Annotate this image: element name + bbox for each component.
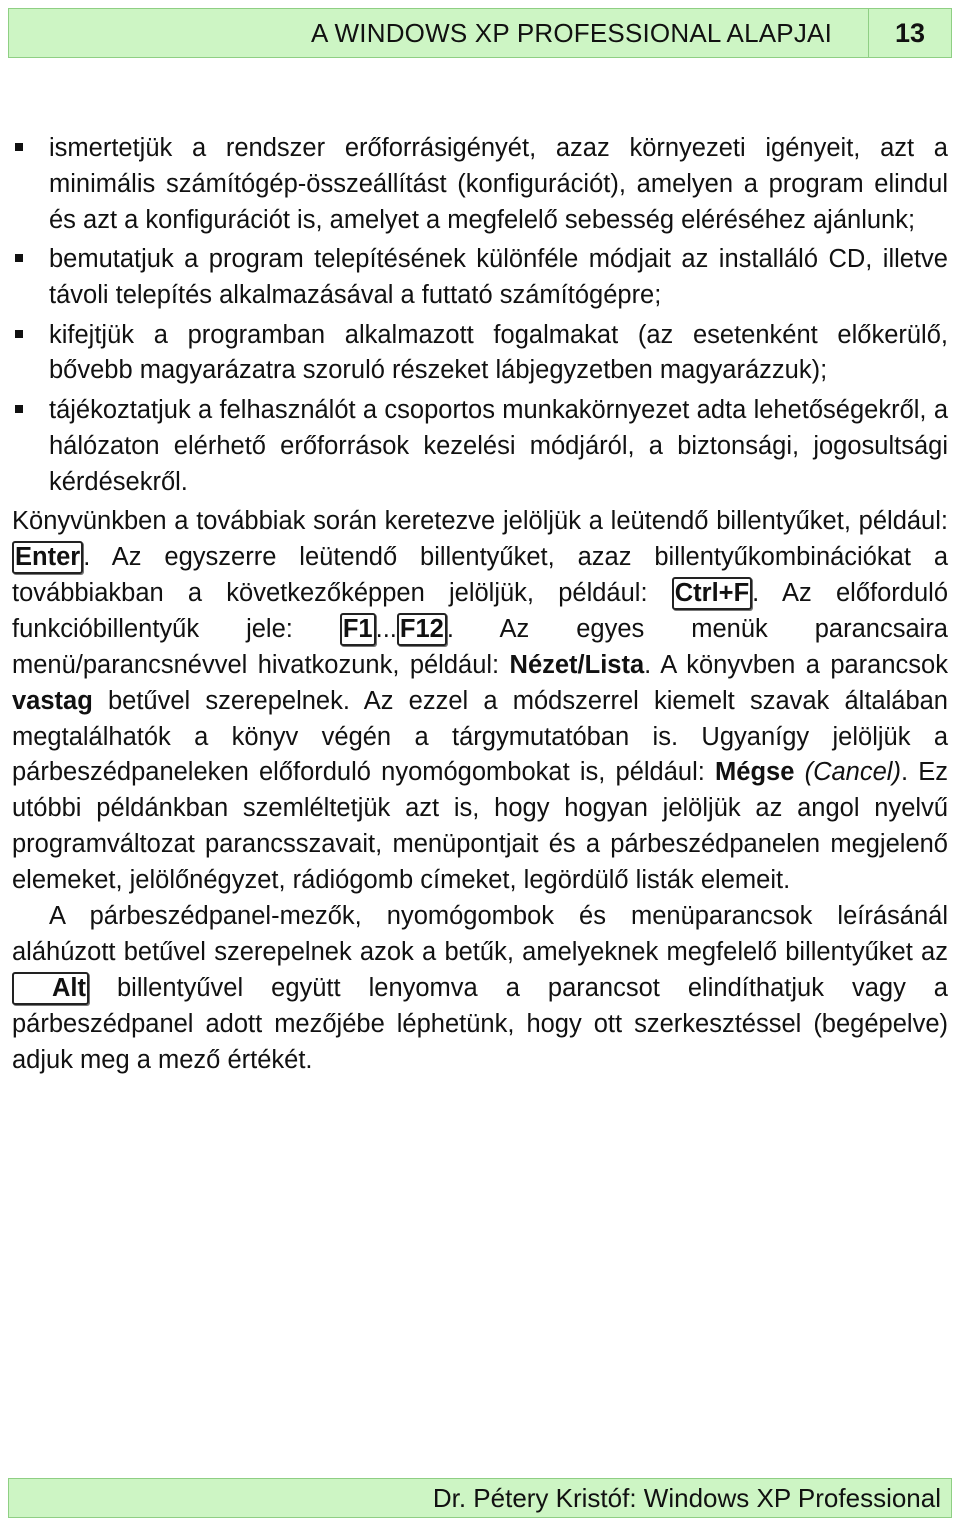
text-run: . Az előforduló funkcióbillentyűk jele: [12,578,949,643]
footer-author-title: Dr. Pétery Kristóf: Windows XP Professional [432,1482,941,1513]
key-enter: Enter [12,541,83,574]
bold-word: vastag [12,686,93,715]
italic-example: (Cancel) [804,758,901,787]
paragraph-key-notation [12,504,948,899]
square-bullet-icon [15,143,23,151]
list-item [12,131,948,239]
page-footer [8,1478,952,1518]
text-run: Könyvünkben a továbbiak során keretezve jelöljük a leütendő billentyűket, például: [12,507,948,536]
button-example: Mégse [715,758,795,787]
page-number: 13 [894,17,926,48]
key-f1: F1 [340,613,376,646]
list-item-text: kifejtjük a programban alkalmazott fogalmakat (az esetenként előkerülő, bővebb magyarázatra szoruló részeket lábjegyzetben magyarázzuk); [49,320,948,385]
list-item-text: ismertetjük a rendszer erőforrásigényét, azaz környezeti igényeit, azt a minimális számítógép-összeállítást (konfigurációt), amelyen a program elindul és azt a konfigurációt is, amelyet a megfelelő sebesség eléréséhez ajánlunk; [49,134,948,234]
list-item-text: bemutatjuk a program telepítésének különféle módjait az installáló CD, illetve távoli telepítés alkalmazásával a futtató számítógépre; [49,245,948,310]
text-run: . Az egyszerre leütendő billentyűket, azaz billentyűkombinációkat a továbbiakban a következőképpen jelöljük, például: [12,542,948,607]
key-alt: Alt [12,972,89,1005]
text-run: ... [375,614,397,643]
square-bullet-icon [15,330,23,338]
body-text [12,131,948,1079]
text-run [794,758,804,786]
text-run: . A könyvben a parancsok [644,650,948,679]
text-run: betűvel szerepelnek. Az ezzel a módszerrel kiemelt szavak általában megtalálhatók a könyv végén a tárgymutatóban is. Ugyanígy jelöljük a párbeszédpaneleken előforduló nyomógombokat is, például: [12,686,948,787]
text-run: . Ez utóbbi példánkban szemléltetjük azt is, hogy hogyan jelöljük az angol nyelvű programváltozat parancsszavait, menüpontjait és a párbeszédpanelen megjelenő elemeket, jelölőnégyzet, rádiógomb címeket, legördülő listák elemeit. [12,758,948,895]
list-item [12,318,948,390]
chapter-title: A WINDOWS XP PROFESSIONAL ALAPJAI [311,17,832,48]
list-item [12,242,948,314]
page-header [8,8,952,58]
list-item-text: tájékoztatjuk a felhasználót a csoportos munkakörnyezet adta lehetőségekről, a hálózaton elérhető erőforrások kezelési módjáról, a biztonsági, jogosultsági kérdésekről. [49,395,948,496]
menu-example: Nézet/Lista [509,650,645,679]
text-run: A párbeszédpanel-mezők, nyomógombok és menüparancsok leírásánál aláhúzott betűvel szerepelnek azok a betűk, amelyeknek megfelelő billentyűket az [12,902,948,966]
key-ctrl-f: Ctrl+F [672,577,752,610]
list-item [12,393,948,501]
paragraph-underline-notation [12,899,948,1079]
square-bullet-icon [15,405,23,413]
text-run: . Az egyes menük parancsaira menü/parancsnévvel hivatkozunk, például: [12,614,948,679]
key-f12: F12 [397,613,447,646]
bullet-list [12,131,948,501]
square-bullet-icon [15,254,23,262]
text-run: billentyűvel együtt lenyomva a parancsot elindíthatjuk vagy a párbeszédpanel adott mezőjébe léphetünk, hogy ott szerkesztéssel (begépelve) adjuk meg a mező értékét. [12,973,948,1074]
